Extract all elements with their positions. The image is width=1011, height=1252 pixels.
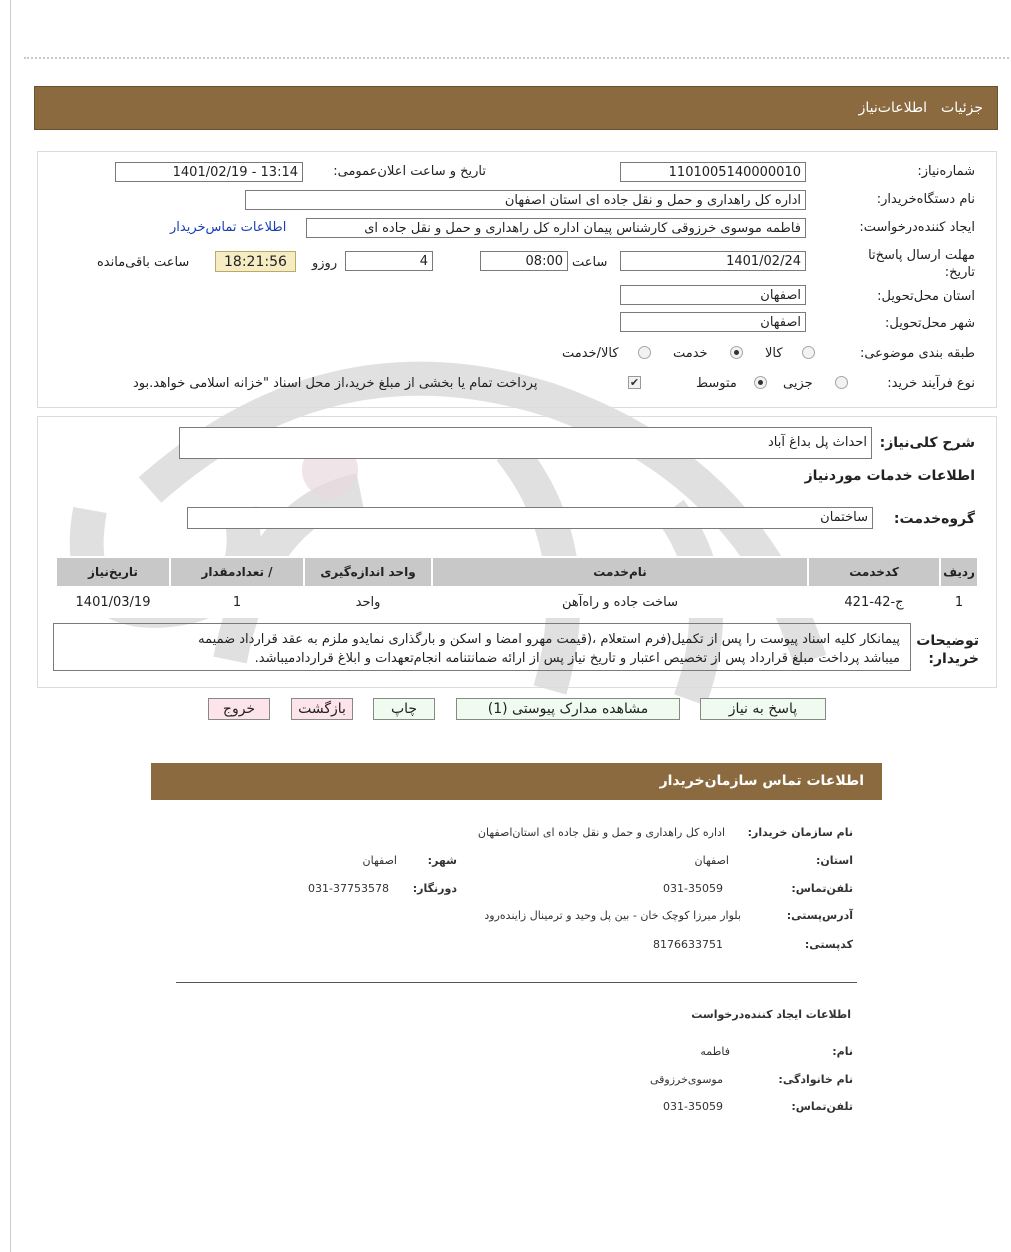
- table-header-row: [56, 557, 978, 587]
- col-code: کدخدمت: [808, 557, 940, 587]
- print-button[interactable]: چاپ: [373, 698, 435, 720]
- reply-button[interactable]: پاسخ به نیاز: [700, 698, 826, 720]
- dotted-divider: [24, 57, 1009, 59]
- radio-goods-service[interactable]: [638, 346, 651, 359]
- contact-city-label: شهر:: [427, 854, 457, 867]
- notes-line-1: پیمانکار کلیه اسناد پیوست را پس از تکمیل(فرم استعلام ،(قیمت مهرو امضا و اسکن و بارگذاری نمایدو ملزم به عقد قرارداد ضمیمه: [198, 632, 900, 647]
- address-value: بلوار میرزا کوچک خان - بین پل وحید و ترمینال زاینده‌رود: [484, 909, 741, 922]
- deadline-label: مهلت ارسال پاسخ‌تا تاریخ:: [868, 248, 975, 280]
- cell-code: ج-42-421: [808, 587, 940, 617]
- days-label: روزو: [312, 256, 338, 271]
- creator-phone-value: 031-35059: [663, 1100, 723, 1113]
- address-label: آدرس‌پستی:: [786, 909, 853, 922]
- remaining-time-badge: 18:21:56: [215, 251, 296, 272]
- days-field: 4: [345, 251, 433, 271]
- page-header-bar: [34, 86, 998, 130]
- postal-label: کدپستی:: [804, 938, 853, 951]
- attachments-button[interactable]: مشاهده مدارک پیوستی (1): [456, 698, 680, 720]
- left-border-line: [10, 0, 11, 1252]
- radio-goods-service-label: کالا/خدمت: [562, 346, 619, 361]
- creator-name-label: نام:: [832, 1045, 853, 1058]
- col-qty: / تعدادمقدار: [170, 557, 304, 587]
- exit-button[interactable]: خروج: [208, 698, 270, 720]
- back-button[interactable]: بازگشت: [291, 698, 353, 720]
- need-number-field: 1101005140000010: [620, 162, 806, 182]
- province-field: اصفهان: [620, 285, 806, 305]
- creator-family-value: موسوی‌خرزوقی: [649, 1073, 723, 1086]
- contact-province-label: استان:: [816, 854, 853, 867]
- services-table: [55, 556, 979, 618]
- buyer-label: نام دستگاه‌خریدار:: [876, 192, 975, 207]
- radio-minor-label: جزیی: [783, 376, 813, 391]
- payment-text: پرداخت تمام یا بخشی از مبلغ خرید،از محل اسناد "خزانه اسلامی خواهد.بود: [133, 376, 538, 391]
- deadline-date-field: 1401/02/24: [620, 251, 806, 271]
- contact-title: اطلاعات تماس سازمان‌خریدار: [659, 773, 864, 789]
- creator-label: ایجاد کننده‌درخواست:: [859, 220, 975, 235]
- creator-field: فاطمه موسوی خرزوقی کارشناس پیمان اداره کل راهداری و حمل و نقل جاده ای: [306, 218, 806, 238]
- creator-name-value: فاطمه: [700, 1045, 730, 1058]
- fax-value: 031-37753578: [308, 882, 389, 895]
- postal-value: 8176633751: [653, 938, 723, 951]
- cell-date: 1401/03/19: [56, 587, 170, 617]
- deadline-time-field: 08:00: [480, 251, 568, 271]
- breadcrumb-need-info[interactable]: اطلاعات‌نیاز: [858, 100, 927, 116]
- cell-row: 1: [940, 587, 978, 617]
- contact-province-value: اصفهان: [694, 854, 729, 867]
- contact-divider: [176, 982, 857, 983]
- creator-phone-label: تلفن‌تماس:: [791, 1100, 853, 1113]
- cell-qty: 1: [170, 587, 304, 617]
- announce-datetime-field: 1401/02/19 - 13:14: [115, 162, 303, 182]
- table-row: [56, 587, 978, 617]
- buyer-field: اداره کل راهداری و حمل و نقل جاده ای استان اصفهان: [245, 190, 806, 210]
- creator-info-title: اطلاعات ایجاد کننده‌درخواست: [691, 1008, 851, 1021]
- process-label: نوع فرآیند خرید:: [887, 376, 975, 391]
- radio-goods[interactable]: [802, 346, 815, 359]
- contact-phone-label: تلفن‌تماس:: [791, 882, 853, 895]
- radio-minor[interactable]: [835, 376, 848, 389]
- radio-goods-label: کالا: [765, 346, 783, 361]
- remaining-label: ساعت باقی‌مانده: [97, 255, 190, 270]
- contact-city-value: اصفهان: [362, 854, 397, 867]
- col-date: تاریخ‌نیاز: [56, 557, 170, 587]
- col-name: نام‌خدمت: [432, 557, 808, 587]
- col-row: ردیف: [940, 557, 978, 587]
- notes-line-2: میباشد پرداخت مبلغ قرارداد پس از تخصیص اعتبار و تاریخ نیاز پس از ارائه ضمانتنامه انجام‌تعهدات و ابلاغ قراردادمیباشد.: [254, 651, 900, 666]
- radio-medium[interactable]: [754, 376, 767, 389]
- announce-label: تاریخ و ساعت اعلان‌عمومی:: [333, 164, 486, 179]
- creator-family-label: نام خانوادگی:: [778, 1073, 853, 1086]
- need-number-label: شماره‌نیاز:: [917, 164, 975, 179]
- notes-box: [53, 623, 911, 671]
- payment-checkbox[interactable]: ✔: [629, 376, 640, 389]
- org-label: نام سازمان خریدار:: [747, 826, 853, 839]
- city-label: شهر محل‌تحویل:: [885, 316, 975, 331]
- group-field: ساختمان: [187, 507, 873, 529]
- col-unit: واحد اندازه‌گیری: [304, 557, 432, 587]
- contact-header-bar: [151, 763, 882, 800]
- description-field: احداث پل بداغ آباد: [179, 427, 872, 459]
- category-label: طبقه بندی موضوعی:: [859, 346, 975, 361]
- breadcrumb-details[interactable]: جزئیات: [941, 100, 983, 116]
- radio-service[interactable]: [730, 346, 743, 359]
- org-value: اداره کل راهداری و حمل و نقل جاده ای استان‌اصفهان: [477, 826, 725, 839]
- contact-phone-value: 031-35059: [663, 882, 723, 895]
- fax-label: دورنگار:: [412, 882, 457, 895]
- radio-medium-label: متوسط: [696, 376, 737, 391]
- city-field: اصفهان: [620, 312, 806, 332]
- description-label: شرح کلی‌نیاز:: [879, 435, 975, 451]
- province-label: استان محل‌تحویل:: [877, 289, 975, 304]
- cell-unit: واحد: [304, 587, 432, 617]
- services-title: اطلاعات خدمات موردنیاز: [804, 468, 975, 484]
- group-label: گروه‌خدمت:: [893, 511, 975, 527]
- notes-label: توضیحات خریدار:: [916, 633, 979, 667]
- buyer-contact-link[interactable]: اطلاعات تماس‌خریدار: [170, 220, 287, 235]
- radio-service-label: خدمت: [673, 346, 708, 361]
- deadline-time-label: ساعت: [572, 255, 608, 270]
- cell-name: ساخت جاده و راه‌آهن: [432, 587, 808, 617]
